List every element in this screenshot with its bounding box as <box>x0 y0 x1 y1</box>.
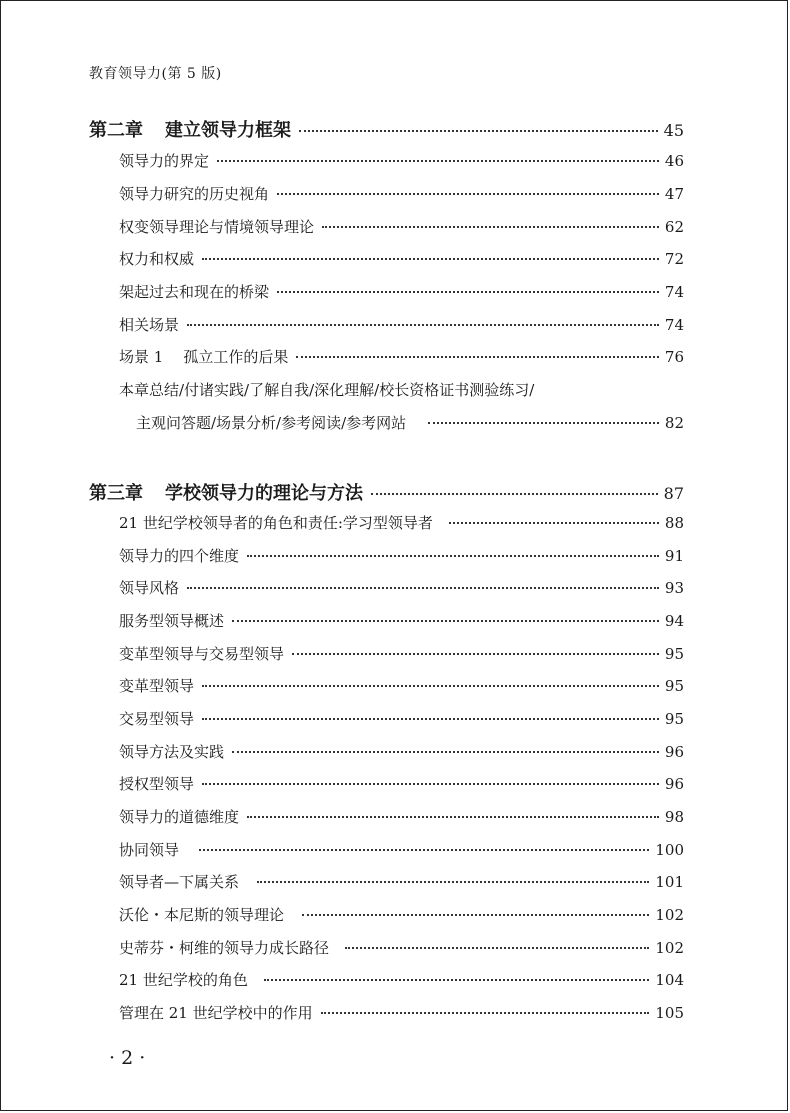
page-ref: 82 <box>664 414 684 432</box>
summary-line-1: 本章总结/付诸实践/了解自我/深化理解/校长资格证书测验练习/ <box>119 381 535 399</box>
entry-title: 领导力的界定 <box>119 152 210 170</box>
dot-leader <box>449 522 659 524</box>
toc-entry[interactable] <box>1 773 787 794</box>
dot-leader <box>345 947 649 949</box>
dot-leader <box>202 685 659 687</box>
dot-leader <box>296 356 659 358</box>
dot-leader <box>217 160 659 162</box>
toc-entry-scenario[interactable] <box>1 346 787 367</box>
page-ref: 96 <box>664 775 684 793</box>
entry-title: 授权型领导 <box>119 775 195 793</box>
entry-title: 权力和权威 <box>119 250 195 268</box>
toc-entry[interactable] <box>1 314 787 335</box>
dot-leader <box>202 783 659 785</box>
page-ref: 88 <box>664 514 684 532</box>
page-ref: 91 <box>664 547 684 565</box>
page-ref: 87 <box>663 484 684 503</box>
toc-entry[interactable] <box>1 871 787 892</box>
toc-entry[interactable] <box>1 643 787 664</box>
page-ref: 45 <box>663 121 684 140</box>
toc-entry[interactable] <box>1 904 787 925</box>
scenario-label: 场景 1 <box>119 348 164 366</box>
entry-title: 领导方法及实践 <box>119 743 225 761</box>
entry-title: 管理在 21 世纪学校中的作用 <box>119 1004 313 1022</box>
page-number: · 2 · <box>109 1047 146 1069</box>
page-ref: 93 <box>664 579 684 597</box>
page-ref: 47 <box>664 185 684 203</box>
dot-leader <box>232 751 659 753</box>
page-ref: 76 <box>664 348 684 366</box>
entry-title: 21 世纪学校领导者的角色和责任:学习型领导者 <box>119 514 433 532</box>
toc-entry[interactable] <box>1 969 787 990</box>
dot-leader <box>302 914 649 916</box>
entry-title: 21 世纪学校的角色 <box>119 971 248 989</box>
toc-entry[interactable] <box>1 577 787 598</box>
page-ref: 95 <box>664 645 684 663</box>
toc-entry[interactable] <box>1 545 787 566</box>
page-ref: 104 <box>655 971 684 989</box>
entry-title: 领导风格 <box>119 579 180 597</box>
dot-leader <box>428 422 659 424</box>
chapter-number: 第二章 <box>89 120 143 141</box>
dot-leader <box>187 587 659 589</box>
toc-entry[interactable] <box>1 675 787 696</box>
dot-leader <box>257 881 649 883</box>
dot-leader <box>264 979 650 981</box>
page-ref: 96 <box>664 743 684 761</box>
toc-entry[interactable] <box>1 610 787 631</box>
dot-leader <box>187 324 659 326</box>
toc-entry[interactable] <box>1 281 787 302</box>
page-ref: 94 <box>664 612 684 630</box>
chapter-number: 第三章 <box>89 483 143 504</box>
page-ref: 74 <box>664 316 684 334</box>
entry-title: 服务型领导概述 <box>119 612 225 630</box>
entry-title: 交易型领导 <box>119 710 195 728</box>
entry-title: 权变领导理论与情境领导理论 <box>119 218 315 236</box>
entry-title: 变革型领导与交易型领导 <box>119 645 285 663</box>
page-ref: 101 <box>655 873 684 891</box>
entry-title: 领导力研究的历史视角 <box>119 185 270 203</box>
entry-title: 领导者—下属关系 <box>119 873 240 891</box>
dot-leader <box>371 493 658 495</box>
page-ref: 102 <box>655 906 684 924</box>
summary-line-2: 主观问答题/场景分析/参考阅读/参考网站 <box>136 414 407 432</box>
dot-leader <box>321 1012 650 1014</box>
dot-leader <box>247 555 659 557</box>
entry-title: 领导力的道德维度 <box>119 808 240 826</box>
dot-leader <box>292 653 659 655</box>
entry-title: 沃伦・本尼斯的领导理论 <box>119 906 285 924</box>
page-ref: 46 <box>664 152 684 170</box>
toc-entry[interactable] <box>1 839 787 860</box>
page-ref: 102 <box>655 939 684 957</box>
chapter-title: 建立领导力框架 <box>165 120 291 141</box>
toc-entry[interactable] <box>1 150 787 171</box>
toc-entry[interactable] <box>1 741 787 762</box>
toc-entry[interactable] <box>1 806 787 827</box>
entry-title: 协同领导 <box>119 841 180 859</box>
dot-leader <box>299 130 658 132</box>
toc-entry[interactable] <box>1 1002 787 1023</box>
page-ref: 98 <box>664 808 684 826</box>
dot-leader <box>277 193 659 195</box>
toc-entry[interactable] <box>1 183 787 204</box>
page-ref: 100 <box>655 841 684 859</box>
entry-title: 领导力的四个维度 <box>119 547 240 565</box>
toc-entry[interactable] <box>1 708 787 729</box>
entry-title: 相关场景 <box>119 316 180 334</box>
chapter-title: 学校领导力的理论与方法 <box>165 483 363 504</box>
dot-leader <box>232 620 659 622</box>
toc-chapter-3[interactable] <box>1 479 787 505</box>
toc-entry[interactable] <box>1 512 787 533</box>
toc-entry-summary[interactable] <box>1 379 787 400</box>
page-ref: 105 <box>655 1004 684 1022</box>
dot-leader <box>202 718 659 720</box>
toc-entry[interactable] <box>1 248 787 269</box>
page-ref: 74 <box>664 283 684 301</box>
toc-entry-summary-cont[interactable] <box>1 412 787 433</box>
entry-title: 变革型领导 <box>119 677 195 695</box>
dot-leader <box>322 226 659 228</box>
dot-leader <box>247 816 659 818</box>
page-ref: 72 <box>664 250 684 268</box>
running-header: 教育领导力(第 5 版) <box>89 66 222 82</box>
page-ref: 62 <box>664 218 684 236</box>
entry-title: 架起过去和现在的桥梁 <box>119 283 270 301</box>
toc-entry[interactable] <box>1 216 787 237</box>
page-ref: 95 <box>664 710 684 728</box>
dot-leader <box>277 291 659 293</box>
dot-leader <box>202 258 659 260</box>
entry-title: 史蒂芬・柯维的领导力成长路径 <box>119 939 330 957</box>
dot-leader <box>199 849 649 851</box>
page-ref: 95 <box>664 677 684 695</box>
entry-title: 孤立工作的后果 <box>183 348 289 366</box>
toc-chapter-2[interactable] <box>1 116 787 142</box>
toc-entry[interactable] <box>1 937 787 958</box>
